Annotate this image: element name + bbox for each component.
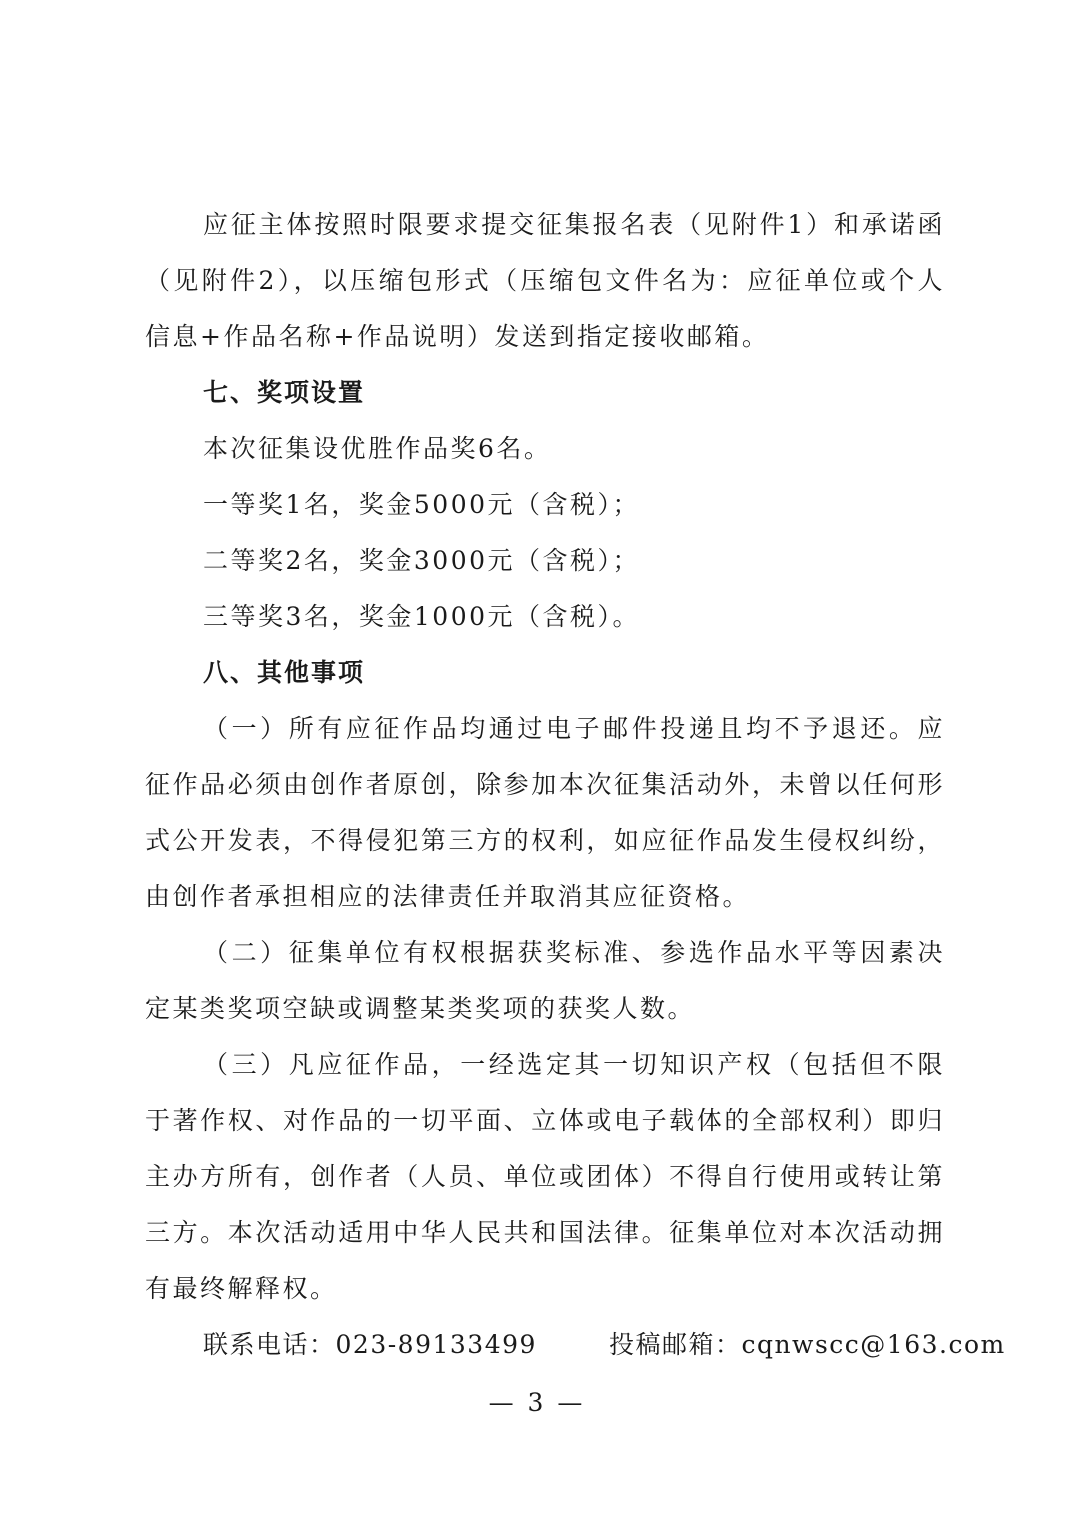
paragraph-other-2: （二）征集单位有权根据获奖标准、参选作品水平等因素决定某类奖项空缺或调整某类奖项的获奖人数。 bbox=[145, 938, 945, 1023]
award-third-prize: 三等奖3名，奖金1000元（含税）。 bbox=[203, 602, 641, 631]
award-second-prize: 二等奖2名，奖金3000元（含税）； bbox=[203, 546, 641, 575]
award-first-prize: 一等奖1名，奖金5000元（含税）； bbox=[203, 490, 641, 519]
paragraph-submission: 应征主体按照时限要求提交征集报名表（见附件1）和承诺函（见附件2），以压缩包形式（压缩包文件名为：应征单位或个人信息+作品名称+作品说明）发送到指定接收邮箱。 bbox=[145, 210, 945, 351]
contact-phone: 023-89133499 bbox=[335, 1330, 537, 1359]
contact-phone-label: 联系电话： bbox=[203, 1330, 336, 1359]
awards-summary: 本次征集设优胜作品奖6名。 bbox=[203, 434, 552, 463]
page-number: — 3 — bbox=[488, 1388, 586, 1417]
document-body bbox=[145, 197, 1006, 1373]
paragraph-other-1: （一）所有应征作品均通过电子邮件投递且均不予退还。应征作品必须由创作者原创，除参加本次征集活动外，未曾以任何形式公开发表，不得侵犯第三方的权利，如应征作品发生侵权纠纷，由创作者承担相应的法律责任并取消其应征资格。 bbox=[145, 714, 945, 911]
paragraph-other-3: （三）凡应征作品，一经选定其一切知识产权（包括但不限于著作权、对作品的一切平面、立体或电子载体的全部权利）即归主办方所有，创作者（人员、单位或团体）不得自行使用或转让第三方。本次活动适用中华人民共和国法律。征集单位对本次活动拥有最终解释权。 bbox=[145, 1050, 945, 1303]
section-heading-other-matters: 八、其他事项 bbox=[203, 658, 366, 687]
contact-email: cqnwscc@163.com bbox=[741, 1330, 1006, 1359]
section-heading-awards: 七、奖项设置 bbox=[203, 378, 366, 407]
contact-email-label: 投稿邮箱： bbox=[608, 1330, 742, 1359]
contact-line bbox=[145, 1317, 1006, 1373]
